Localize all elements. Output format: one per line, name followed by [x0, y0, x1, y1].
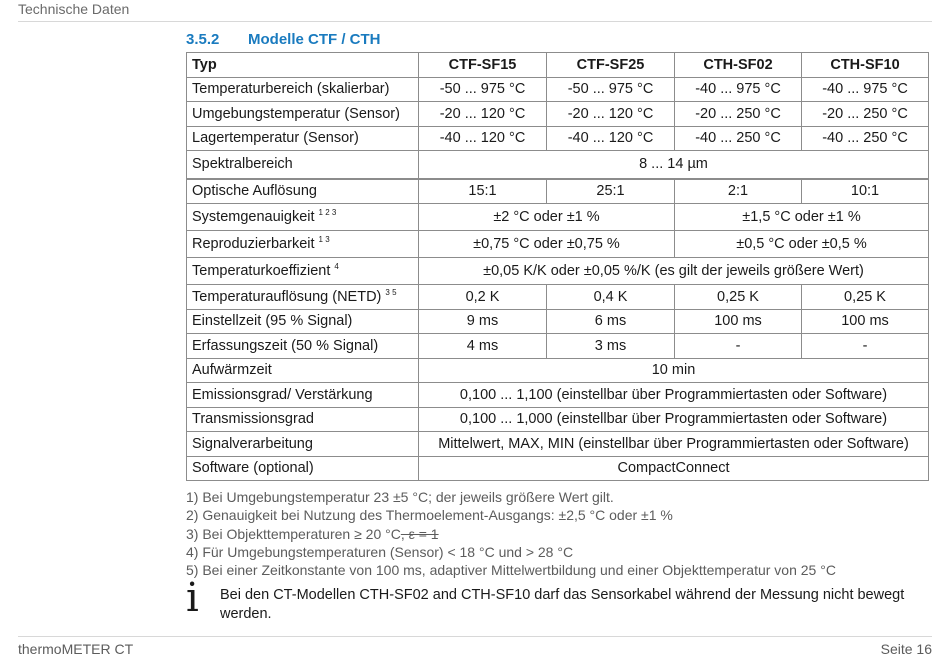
footnote-1: 1) Bei Umgebungstemperatur 23 ±5 °C; der jeweils größere Wert gilt.	[186, 489, 614, 505]
row-label	[187, 258, 419, 285]
footnote-ref: 4	[334, 262, 339, 271]
cell: 100 ms	[675, 309, 802, 334]
cell: 0,2 K	[419, 285, 547, 310]
cell: 15:1	[419, 179, 547, 204]
footnote-3-struck: , ε = 1	[400, 525, 439, 542]
cell: 9 ms	[419, 309, 547, 334]
table-row	[187, 77, 929, 102]
table-row	[187, 285, 929, 310]
cell: -50 ... 975 °C	[419, 77, 547, 102]
cell: 25:1	[547, 179, 675, 204]
cell: 6 ms	[547, 309, 675, 334]
row-label: Signalverarbeitung	[187, 432, 419, 457]
row-label: Lagertemperatur (Sensor)	[187, 126, 419, 151]
table-row	[187, 151, 929, 179]
table-row	[187, 383, 929, 408]
table-row	[187, 309, 929, 334]
row-label: Optische Auflösung	[187, 179, 419, 204]
cell: -40 ... 975 °C	[675, 77, 802, 102]
footnote-4: 4) Für Umgebungstemperaturen (Sensor) < 18 °C und > 28 °C	[186, 543, 574, 560]
cell: -50 ... 975 °C	[547, 77, 675, 102]
row-label: Emissionsgrad/ Verstärkung	[187, 383, 419, 408]
footnote-5: 5) Bei einer Zeitkonstante von 100 ms, adaptiver Mittelwertbildung und einer Objekttemperatur von 25 °C	[186, 562, 836, 579]
cell: -	[675, 334, 802, 359]
table-row	[187, 334, 929, 359]
row-label-text: Reproduzierbarkeit	[192, 236, 315, 252]
table-row	[187, 258, 929, 285]
row-label	[187, 285, 419, 310]
table-row	[187, 432, 929, 457]
cell: Mittelwert, MAX, MIN (einstellbar über Programmiertasten oder Software)	[419, 432, 929, 457]
cell: ±1,5 °C oder ±1 %	[675, 204, 929, 231]
row-label: Temperaturbereich (skalierbar)	[187, 77, 419, 102]
row-label: Umgebungstemperatur (Sensor)	[187, 102, 419, 127]
table-header-row	[187, 53, 929, 78]
cell: -40 ... 120 °C	[419, 126, 547, 151]
cell: 8 ... 14 µm	[419, 151, 929, 179]
cell: 4 ms	[419, 334, 547, 359]
cell: ±2 °C oder ±1 %	[419, 204, 675, 231]
cell: ±0,75 °C oder ±0,75 %	[419, 231, 675, 258]
page-header-title: Technische Daten	[18, 1, 130, 17]
cell: 10:1	[802, 179, 929, 204]
cell: -40 ... 975 °C	[802, 77, 929, 102]
row-label-text: Temperaturauflösung (NETD)	[192, 288, 382, 305]
table-row	[187, 179, 929, 204]
cell: -40 ... 250 °C	[802, 126, 929, 151]
row-label: Einstellzeit (95 % Signal)	[187, 309, 419, 334]
footer-page-number: Seite 16	[880, 641, 932, 657]
cell: CompactConnect	[419, 456, 929, 481]
row-label: Erfassungszeit (50 % Signal)	[187, 334, 419, 359]
cell: -20 ... 120 °C	[419, 102, 547, 127]
cell: -40 ... 120 °C	[547, 126, 675, 151]
footnote-ref: 3 5	[385, 287, 397, 297]
cell: -	[802, 334, 929, 359]
cell: 0,25 K	[675, 285, 802, 310]
row-label	[187, 204, 419, 231]
cell: 0,25 K	[802, 285, 929, 310]
footnote-ref: 1 3	[318, 235, 330, 244]
footnote-2: 2) Genauigkeit bei Nutzung des Thermoelement-Ausgangs: ±2,5 °C oder ±1 %	[186, 507, 673, 524]
cell: ±0,5 °C oder ±0,5 %	[675, 231, 929, 258]
table-row	[187, 231, 929, 258]
cell: -20 ... 250 °C	[802, 102, 929, 127]
cell: ±0,05 K/K oder ±0,05 %/K (es gilt der jeweils größere Wert)	[419, 258, 929, 285]
table-row	[187, 407, 929, 432]
cell: 100 ms	[802, 309, 929, 334]
table-row	[187, 126, 929, 151]
cell: -20 ... 250 °C	[675, 102, 802, 127]
footer-divider	[18, 636, 932, 637]
table-row	[187, 456, 929, 481]
table-row	[187, 102, 929, 127]
header-ctf-sf15: CTF-SF15	[419, 53, 547, 78]
info-icon: i	[186, 575, 199, 621]
cell: -20 ... 120 °C	[547, 102, 675, 127]
footnote-ref: 1 2 3	[318, 208, 337, 217]
cell: 3 ms	[547, 334, 675, 359]
row-label-text: Temperaturkoeffizient	[192, 263, 331, 279]
header-ctf-sf25: CTF-SF25	[547, 53, 675, 78]
footnote-3	[186, 525, 836, 543]
cell: -40 ... 250 °C	[675, 126, 802, 151]
header-divider	[18, 21, 932, 22]
row-label: Aufwärmzeit	[187, 358, 419, 383]
cell: 0,100 ... 1,100 (einstellbar über Programmiertasten oder Software)	[419, 383, 929, 408]
row-label: Software (optional)	[187, 456, 419, 481]
section-title: Modelle CTF / CTH	[248, 31, 381, 48]
section-heading	[186, 31, 381, 48]
info-note: Bei den CT-Modellen CTH-SF02 and CTH-SF10 darf das Sensorkabel während der Messung nicht bewegt werden.	[220, 587, 905, 622]
row-label	[187, 231, 419, 258]
header-cth-sf10: CTH-SF10	[802, 53, 929, 78]
header-typ: Typ	[187, 53, 419, 78]
spec-table	[186, 52, 929, 481]
cell: 10 min	[419, 358, 929, 383]
table-row	[187, 358, 929, 383]
footnotes	[186, 488, 836, 579]
row-label-text: Systemgenauigkeit	[192, 209, 315, 225]
cell: 2:1	[675, 179, 802, 204]
footer-product: thermoMETER CT	[18, 641, 134, 657]
cell: 0,4 K	[547, 285, 675, 310]
section-number: 3.5.2	[186, 31, 220, 48]
row-label: Spektralbereich	[187, 151, 419, 179]
footnote-3-text: 3) Bei Objekttemperaturen ≥ 20 °C	[186, 525, 401, 542]
header-cth-sf02: CTH-SF02	[675, 53, 802, 78]
table-row	[187, 204, 929, 231]
row-label: Transmissionsgrad	[187, 407, 419, 432]
cell: 0,100 ... 1,000 (einstellbar über Programmiertasten oder Software)	[419, 407, 929, 432]
